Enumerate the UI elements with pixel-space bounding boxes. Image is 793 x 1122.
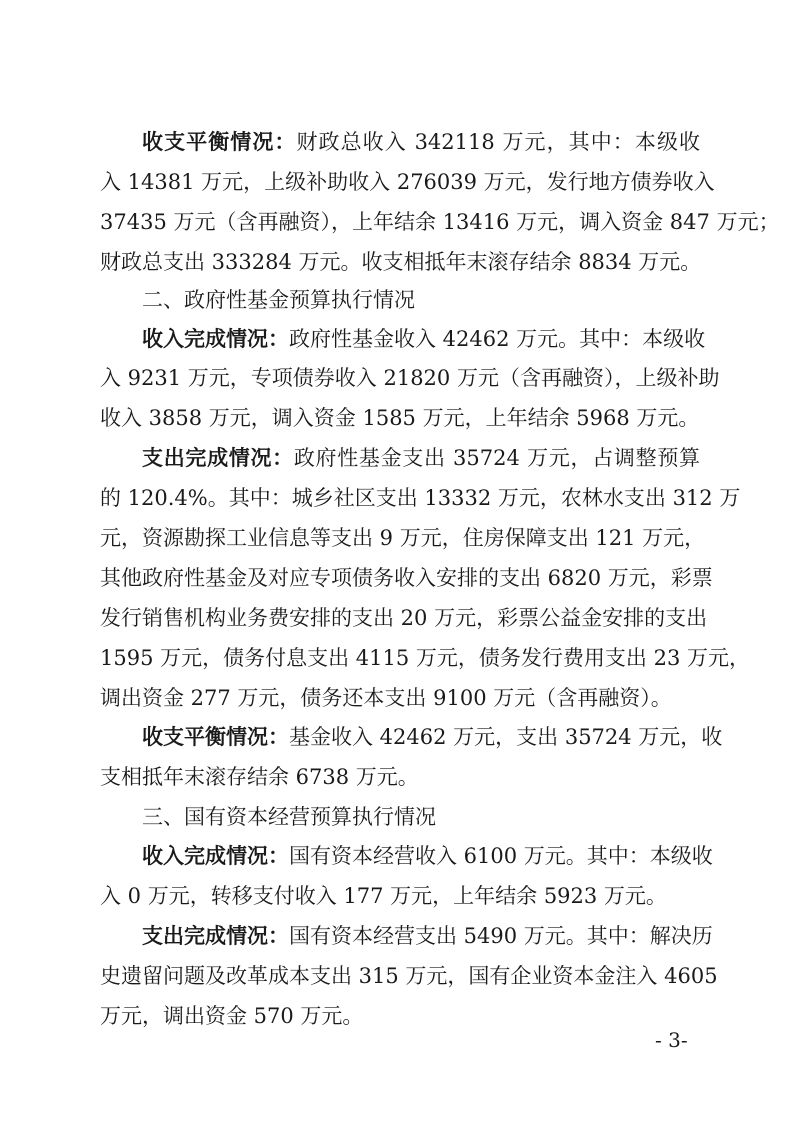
paragraph-text: 其他政府性基金及对应专项债务收入安排的支出 6820 万元，彩票 (100, 566, 713, 590)
paragraph-lead: 收支平衡情况： (142, 725, 289, 749)
paragraph-lead: 支出完成情况： (142, 924, 289, 948)
paragraph-line (100, 723, 723, 751)
paragraph-text: 调出资金 277 万元，债务还本支出 9100 万元（含再融资）。 (100, 686, 672, 710)
paragraph-lead: 收支平衡情况： (142, 130, 297, 154)
paragraph-line (100, 128, 700, 156)
paragraph-text: 国有资本经营收入 6100 万元。其中：本级收 (289, 844, 713, 868)
paragraph-line (100, 444, 700, 472)
page-number: - 3- (655, 1028, 688, 1052)
section-heading: 三、国有资本经营预算执行情况 (142, 805, 436, 829)
paragraph-line (100, 524, 706, 552)
paragraph-line (100, 564, 713, 592)
paragraph-lead: 收入完成情况： (142, 327, 289, 351)
paragraph-line (100, 644, 750, 672)
paragraph-text: 财政总收入 342118 万元，其中：本级收 (296, 130, 701, 154)
paragraph-text: 政府性基金支出 35724 万元，占调整预算 (293, 446, 701, 470)
paragraph-line (100, 962, 718, 990)
paragraph-lead: 收入完成情况： (142, 844, 289, 868)
paragraph-text: 万元，调出资金 570 万元。 (100, 1004, 364, 1028)
paragraph-line (100, 325, 706, 353)
paragraph-text: 史遗留问题及改革成本支出 315 万元，国有企业资本金注入 4605 (100, 964, 718, 988)
paragraph-line (100, 484, 741, 512)
paragraph-text: 支相抵年末滚存结余 6738 万元。 (100, 765, 419, 789)
paragraph-text: 元，资源勘探工业信息等支出 9 万元，住房保障支出 121 万元， (100, 526, 706, 550)
paragraph-line (100, 684, 700, 712)
paragraph-line (100, 208, 780, 236)
paragraph-text: 发行销售机构业务费安排的支出 20 万元，彩票公益金安排的支出 (100, 606, 708, 630)
section-heading: 二、政府性基金预算执行情况 (142, 288, 415, 312)
paragraph-line (100, 922, 713, 950)
paragraph-text: 入 9231 万元，专项债券收入 21820 万元（含再融资），上级补助 (100, 366, 720, 390)
paragraph-text: 基金收入 42462 万元，支出 35724 万元，收 (289, 725, 723, 749)
paragraph-text: 37435 万元（含再融资），上年结余 13416 万元，调入资金 847 万元； (100, 210, 780, 234)
paragraph-text: 政府性基金收入 42462 万元。其中：本级收 (289, 327, 706, 351)
paragraph-line (100, 364, 720, 392)
paragraph-line (100, 763, 700, 791)
paragraph-lead: 支出完成情况： (142, 446, 294, 470)
paragraph-text: 入 14381 万元，上级补助收入 276039 万元，发行地方债券收入 (100, 170, 715, 194)
paragraph-text: 收入 3858 万元，调入资金 1585 万元，上年结余 5968 万元。 (100, 406, 700, 430)
paragraph-line (100, 842, 713, 870)
paragraph-line (100, 604, 708, 632)
paragraph-line (100, 248, 700, 276)
paragraph-text: 财政总支出 333284 万元。收支相抵年末滚存结余 8834 万元。 (100, 250, 702, 274)
paragraph-line (100, 404, 700, 432)
paragraph-text: 1595 万元，债务付息支出 4115 万元，债务发行费用支出 23 万元， (100, 646, 750, 670)
paragraph-text: 的 120.4%。其中：城乡社区支出 13332 万元，农林水支出 312 万 (100, 486, 741, 510)
paragraph-line (100, 1002, 700, 1030)
paragraph-text: 入 0 万元，转移支付收入 177 万元，上年结余 5923 万元。 (100, 884, 667, 908)
paragraph-line (100, 168, 715, 196)
paragraph-text: 国有资本经营支出 5490 万元。其中：解决历 (289, 924, 713, 948)
paragraph-line (100, 882, 700, 910)
